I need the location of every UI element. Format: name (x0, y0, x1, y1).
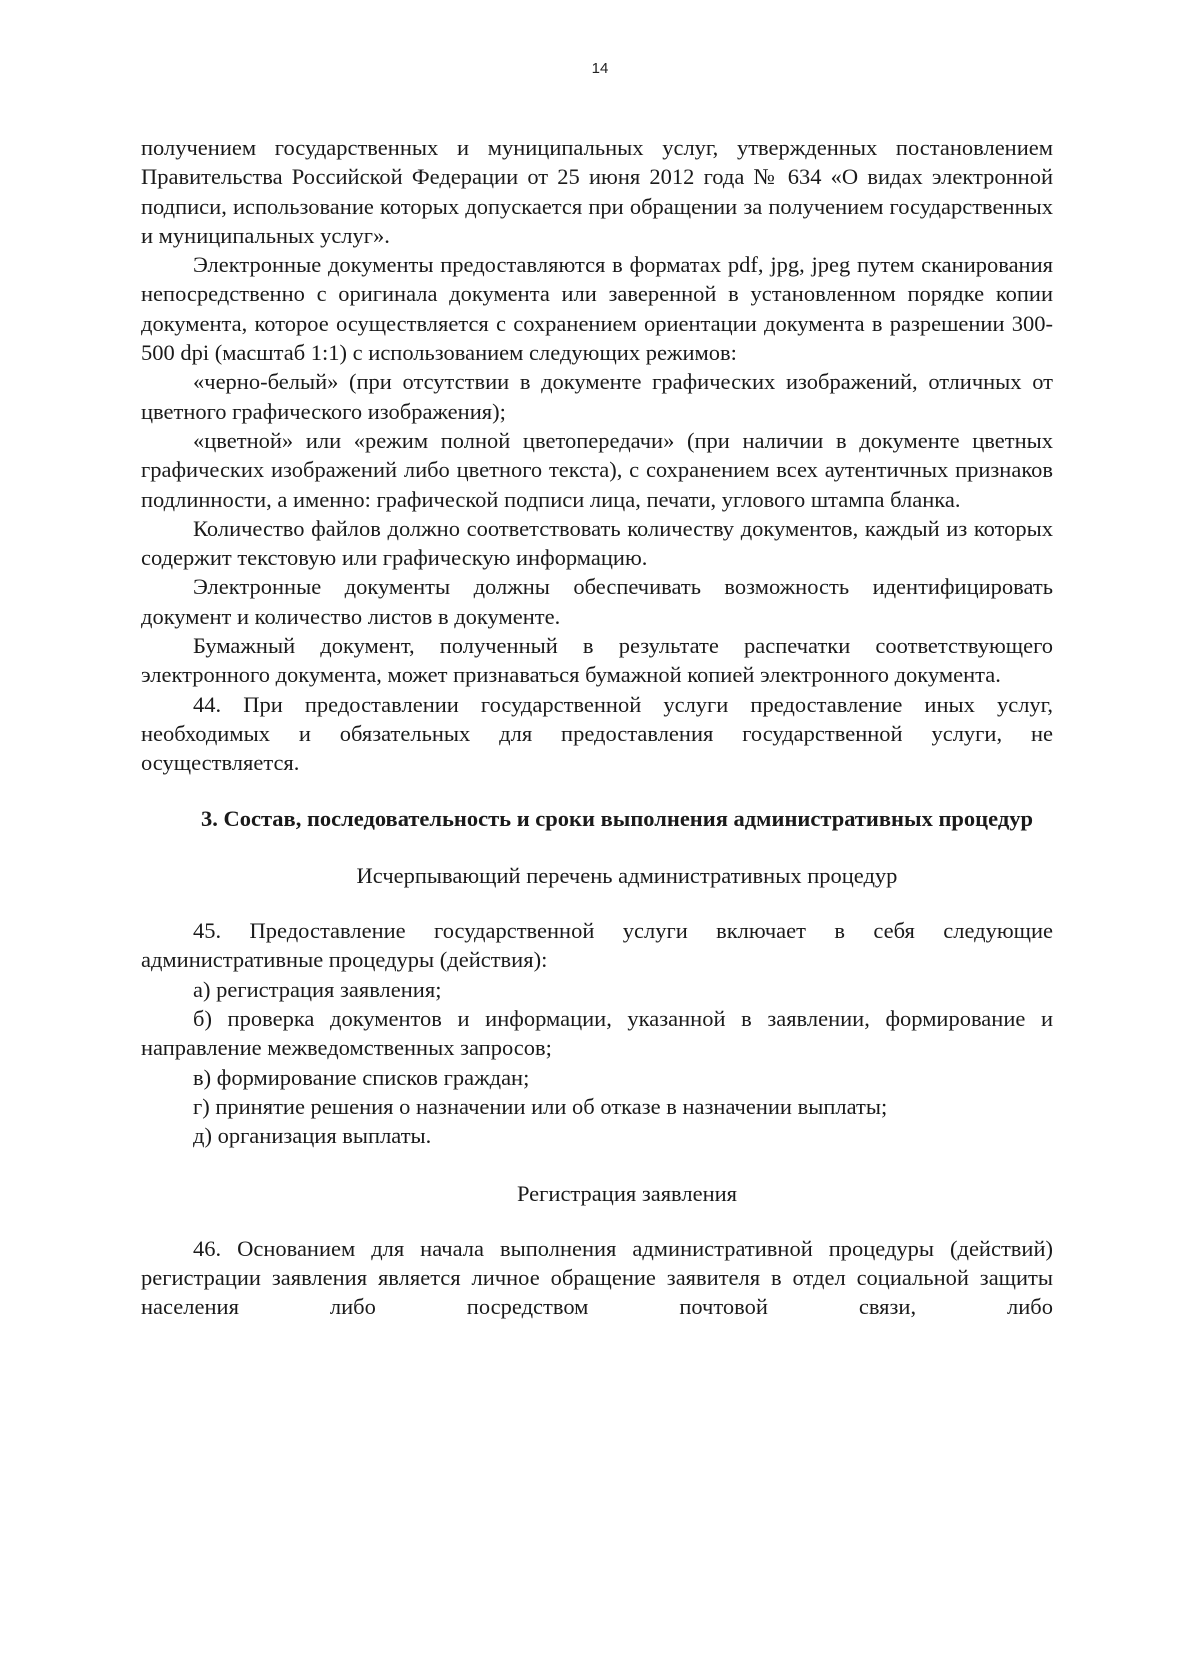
list-item-b: б) проверка документов и информации, указанной в заявлении, формирование и направление межведомственных запросов; (141, 1006, 1053, 1061)
list-item-d: д) организация выплаты. (193, 1123, 432, 1149)
page-number: 14 (591, 60, 609, 77)
paragraph-identification: Электронные документы должны обеспечивать возможность идентифицировать документ и количество листов в документе. (141, 574, 1053, 629)
subsection-heading-registration: Регистрация заявления (516, 1180, 738, 1206)
paragraph-bw-mode: «черно-белый» (при отсутствии в документе графических изображений, отличных от цветного графического изображения); (141, 369, 1053, 424)
document-body (141, 133, 1053, 1322)
paragraph-continuation: получением государственных и муниципальных услуг, утвержденных постановлением Правительства Российской Федерации от 25 июня 2012 года № 634 «О видах электронной подписи, использование которых допускается при обращении за получением государственных и муниципальных услуг». (141, 135, 1053, 248)
paragraph-paper-copy: Бумажный документ, полученный в результате распечатки соответствующего электронного документа, может признаваться бумажной копией электронного документа. (141, 633, 1053, 688)
paragraph-file-count: Количество файлов должно соответствовать количеству документов, каждый из которых содержит текстовую или графическую информацию. (141, 515, 1053, 571)
paragraph-color-mode: «цветной» или «режим полной цветопередачи» (при наличии в документе цветных графических изображений либо цветного текста), с сохранением всех аутентичных признаков подлинности, а именно: графической подписи лица, печати, углового штампа бланка. (141, 427, 1053, 512)
paragraph-45: 45. Предоставление государственной услуги включает в себя следующие административные процедуры (действия): (141, 918, 1053, 973)
paragraph-44: 44. При предоставлении государственной услуги предоставление иных услуг, необходимых и обязательных для предоставления государственной услуги, не осуществляется. (141, 691, 1053, 776)
list-item-g: г) принятие решения о назначении или об отказе в назначении выплаты; (193, 1093, 888, 1119)
subsection-heading-procedures: Исчерпывающий перечень административных процедур (356, 862, 898, 888)
paragraph-46: 46. Основанием для начала выполнения административной процедуры (действий) регистрации заявления является личное обращение заявителя в отдел социальной защиты населения либо посредством почтовой связи, либо (141, 1235, 1053, 1320)
list-item-a: а) регистрация заявления; (193, 976, 442, 1002)
section-heading: 3. Состав, последовательность и сроки выполнения административных процедур (201, 805, 1033, 831)
paragraph-electronic-formats: Электронные документы предоставляются в форматах pdf, jpg, jpeg путем сканирования непосредственно с оригинала документа или заверенной в установленном порядке копии документа, которое осуществляется с сохранением ориентации документа в разрешении 300-500 dpi (масштаб 1:1) с использованием следующих режимов: (141, 252, 1053, 366)
list-item-v: в) формирование списков граждан; (193, 1064, 530, 1090)
